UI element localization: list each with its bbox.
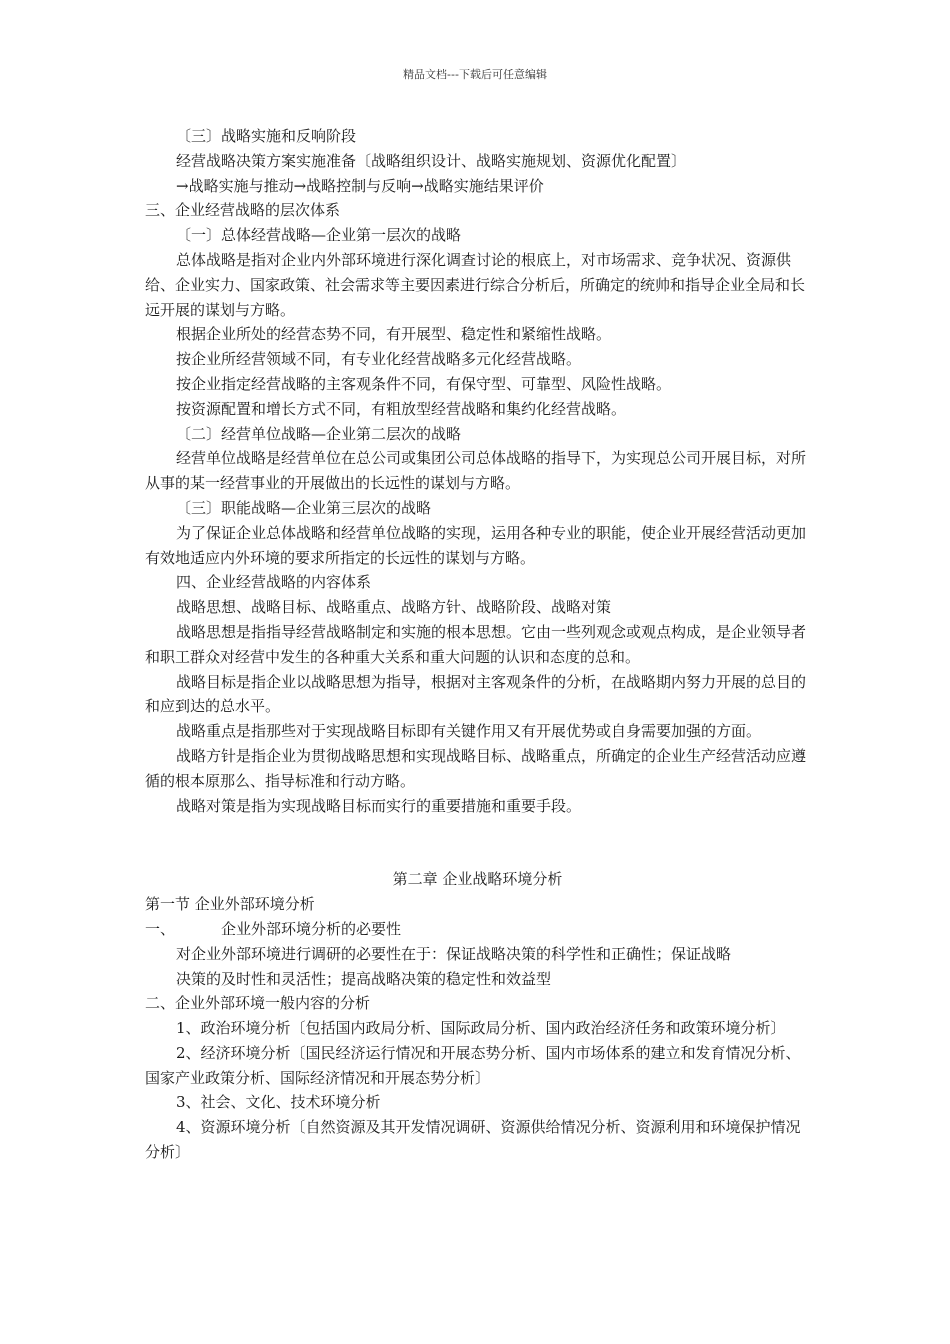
paragraph: 4、资源环境分析〔自然资源及其开发情况调研、资源供给情况分析、资源利用和环境保护情况分析〕 <box>145 1118 801 1162</box>
numbered-heading <box>145 917 810 942</box>
paragraph: 战略对策是指为实现战略目标而实行的重要措施和重要手段。 <box>176 796 582 815</box>
paragraph-line: 对企业外部环境进行调研的必要性在于：保证战略决策的科学性和正确性；保证战略 <box>176 944 732 963</box>
paragraph: 为了保证企业总体战略和经营单位战略的实现，运用各种专业的职能，使企业开展经营活动更加有效地适应内外环境的要求所指定的长远性的谋划与方略。 <box>145 523 807 567</box>
paragraph: 经营单位战略是经营单位在总公司或集团公司总体战略的指导下，为实现总公司开展目标，对所从事的某一经营事业的开展做出的长远性的谋划与方略。 <box>145 449 807 493</box>
section-heading: 三、企业经营战略的层次体系 <box>145 201 341 220</box>
paragraph: 战略重点是指那些对于实现战略目标即有关键作用又有开展优势或自身需要加强的方面。 <box>176 722 762 741</box>
paragraph-line: 3、社会、文化、技术环境分析 <box>176 1093 381 1112</box>
paragraph-line: 经营战略决策方案实施准备〔战略组织设计、战略实施规划、资源优化配置〕 <box>176 151 687 170</box>
paragraph-line: 根据企业所处的经营态势不同，有开展型、稳定性和紧缩性战略。 <box>176 325 612 344</box>
page-header: 精品文档---下载后可任意编辑 <box>403 68 547 81</box>
section-heading: 〔三〕战略实施和反响阶段 <box>176 127 357 145</box>
paragraph: 战略思想是指指导经营战略制定和实施的根本思想。它由一些列观念或观点构成，是企业领导者和职工群众对经营中发生的各种重大关系和重大问题的认识和态度的总和。 <box>145 622 807 666</box>
subsection-heading: 〔三〕职能战略—企业第三层次的战略 <box>176 498 432 517</box>
paragraph: 战略方针是指企业为贯彻战略思想和实现战略目标、战略重点，所确定的企业生产经营活动应遵循的根本原那么、指导标准和行动方略。 <box>145 746 807 790</box>
paragraph: 2、经济环境分析〔国民经济运行情况和开展态势分析、国内市场体系的建立和发育情况分析、国家产业政策分析、国际经济情况和开展态势分析〕 <box>145 1043 801 1087</box>
section-heading: 二、企业外部环境一般内容的分析 <box>145 994 371 1013</box>
paragraph-line: 按资源配置和增长方式不同，有粗放型经营战略和集约化经营战略。 <box>176 399 627 418</box>
paragraph-line: →战略实施与推动→战略控制与反响→战略实施结果评价 <box>176 176 544 195</box>
paragraph-line: 决策的及时性和灵活性；提高战略决策的稳定性和效益型 <box>176 969 552 988</box>
subsection-heading: 〔二〕经营单位战略—企业第二层次的战略 <box>176 424 462 443</box>
document-body <box>145 124 810 1165</box>
chapter-title: 第二章 企业战略环境分析 <box>392 870 563 889</box>
paragraph-line: 按企业所经营领域不同，有专业化经营战略多元化经营战略。 <box>176 350 582 369</box>
heading-text: 企业外部环境分析的必要性 <box>221 919 402 938</box>
section-title: 第一节 企业外部环境分析 <box>145 895 315 914</box>
heading-number: 一、 <box>145 919 176 938</box>
paragraph-line: 战略思想、战略目标、战略重点、战略方针、战略阶段、战略对策 <box>176 598 612 617</box>
paragraph-line: 按企业指定经营战略的主客观条件不同，有保守型、可靠型、风险性战略。 <box>176 374 672 393</box>
section-heading: 四、企业经营战略的内容体系 <box>176 573 372 592</box>
subsection-heading: 〔一〕总体经营战略—企业第一层次的战略 <box>176 226 462 245</box>
paragraph: 战略目标是指企业以战略思想为指导，根据对主客观条件的分析，在战略期内努力开展的总目的和应到达的总水平。 <box>145 672 807 716</box>
paragraph: 1、政治环境分析〔包括国内政局分析、国际政局分析、国内政治经济任务和政策环境分析〕 <box>176 1019 786 1038</box>
paragraph: 总体战略是指对企业内外部环境进行深化调查讨论的根底上，对市场需求、竞争状况、资源供给、企业实力、国家政策、社会需求等主要因素进行综合分析后，所确定的统帅和指导企业全局和长远开展的谋划与方略。 <box>145 250 806 319</box>
